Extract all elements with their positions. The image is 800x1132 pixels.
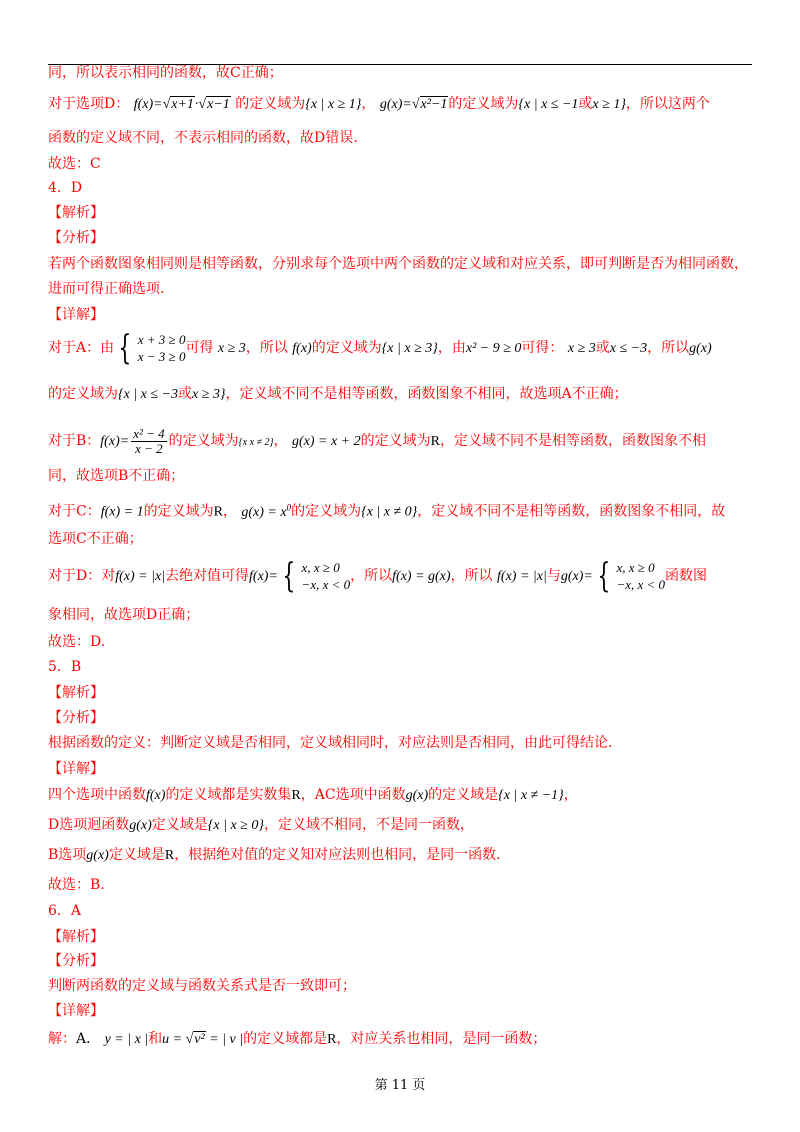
section-label: 【解析】 bbox=[48, 685, 104, 701]
text-line: 同，故选项B不正确； bbox=[48, 468, 185, 484]
text-line: D选项迥函数g(x)定义域是{x | x ≥ 0}，定义域不相同，不是同一函数， bbox=[48, 817, 474, 833]
text-line: 的定义域为{x | x ≤ −3或x ≥ 3}，定义域不同不是相等函数，函数图象不相同，故选项A不正确； bbox=[48, 386, 628, 402]
text-line: B选项g(x)定义域是R，根据绝对值的定义知对应法则也相同，是同一函数. bbox=[48, 847, 501, 863]
question-number: 6．A bbox=[48, 903, 82, 919]
section-label: 【解析】 bbox=[48, 205, 104, 221]
page-number: 第 11 页 bbox=[374, 1078, 426, 1093]
text-line: 对于选项D： f(x)=√x+1·√x−1 的定义域为{x | x ≥ 1}， g(x)=√x²−1的定义域为{x | x ≤ −1或x ≥ 1}，所以这两个 bbox=[48, 96, 710, 112]
text-line: 对于A：由 { x + 3 ≥ 0 x − 3 ≥ 0 可得 x ≥ 3，所以 f(x)的定义域为{x | x ≥ 3}，由x² − 9 ≥ 0可得： x ≥ 3或x ≤ −3，所以g(x) bbox=[48, 328, 712, 368]
question-number: 4．D bbox=[48, 180, 83, 196]
text-line: 故选：B. bbox=[48, 877, 105, 893]
text-line: 若两个函数图象相同则是相等函数，分别求每个选项中两个函数的定义域和对应关系，即可判断是否为相同函数， bbox=[48, 256, 748, 272]
text-line: 函数的定义域不同，不表示相同的函数，故D错误. bbox=[48, 130, 358, 146]
section-label: 【详解】 bbox=[48, 761, 104, 777]
text-line: 根据函数的定义：判断定义域是否相同，定义域相同时，对应法则是否相同，由此可得结论. bbox=[48, 735, 613, 751]
text-line: 对于C：f(x) = 1的定义域为R， $g(x) = x^0$的定义域为{x | x ≠ 0}，定义域不同不是相等函数，函数图象不相同，故 bbox=[48, 502, 726, 520]
text-line: 同，所以表示相同的函数，故C正确； bbox=[48, 65, 283, 81]
text-line: 判断两函数的定义域与函数关系式是否一致即可； bbox=[48, 978, 356, 994]
text-line: 故选：D. bbox=[48, 634, 106, 650]
question-number: 5．B bbox=[48, 659, 82, 675]
section-label: 【详解】 bbox=[48, 307, 104, 323]
section-label: 【解析】 bbox=[48, 929, 104, 945]
section-label: 【分析】 bbox=[48, 953, 104, 969]
text-line: 四个选项中函数f(x)的定义域都是实数集R，AC选项中函数g(x)的定义域是{x | x ≠ −1}， bbox=[48, 787, 578, 803]
text-line: 对于D：对f(x) = |x|去绝对值可得f(x)= { x, x ≥ 0 −x, x < 0 ，所以f(x) = g(x)，所以 f(x) = |x|与g(x)= { x, x ≥ 0 −x, x < 0 函数图 bbox=[48, 556, 708, 596]
text-line: 进而可得正确选项. bbox=[48, 281, 165, 297]
text-line: 故选：C bbox=[48, 156, 101, 172]
section-label: 【详解】 bbox=[48, 1003, 104, 1019]
text-line: 解：A． y = | x |和u = √v² = | v |的定义域都是R，对应关系也相同，是同一函数； bbox=[48, 1031, 547, 1047]
text-line: 象相同，故选项D正确； bbox=[48, 607, 200, 623]
text-line: 对于B：f(x)= $\frac{\text{x² − 4}}{x - 2}$ 的定义域为{x x ≠ 2}， g(x) = x + 2的定义域为R，定义域不同不是相等函数，函数图象不相 bbox=[48, 425, 706, 456]
section-label: 【分析】 bbox=[48, 710, 104, 726]
section-label: 【分析】 bbox=[48, 230, 104, 246]
text-line: 选项C不正确； bbox=[48, 531, 143, 547]
